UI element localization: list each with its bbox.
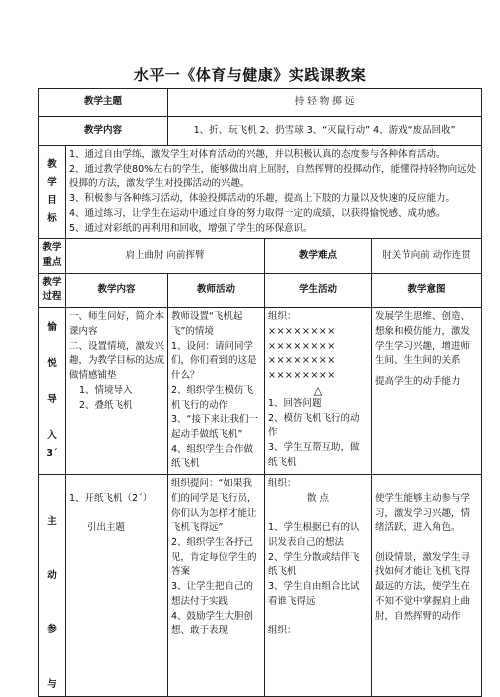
lesson-plan-table xyxy=(38,88,482,697)
goal-item: 5、通过对彩纸的再利用和回收，增强了学生的环保意识。 xyxy=(69,222,313,234)
goals-label: 教 学 目 标 xyxy=(39,146,66,239)
section1-student: 组织： ×××××××× ×××××××× ×××××××× ×××××××× △ 1、回答问题 2、模仿飞机飞行的动作 3、学生互帮互助，做纸飞机 xyxy=(265,308,372,475)
formation-row: ×××××××× xyxy=(268,355,336,367)
page-title: 水平一《体育与健康》实践课教案 xyxy=(133,66,367,84)
section1-row xyxy=(39,308,482,475)
process-header-row xyxy=(39,273,482,307)
header-intent: 教学意图 xyxy=(372,273,482,307)
key-point-value: 肩上曲肘 向前挥臂 xyxy=(66,239,265,273)
section2-intent: 使学生能够主动参与学习，激发学习兴趣，情绪活跃，进入角色。 创设情景，激发学生寻找如何才能让飞机飞得最远的方法，使学生在不知不觉中掌握肩上曲肘，自然挥臂的动作 xyxy=(372,475,482,697)
header-student: 学生活动 xyxy=(265,273,372,307)
section2-label: 主 动 参 与 xyxy=(39,475,66,697)
goal-item: 3、积极参与各种练习活动，体验投掷活动的乐趣，提高上下肢的力量以及快速的反应能力。 xyxy=(69,193,456,205)
goal-item: 1、通过自由学练，激发学生对体育活动的兴趣，并以积极认真的态度参与各种体育活动。 xyxy=(69,149,446,160)
section1-content: 一、师生问好，简介本课内容 二、设置情境，激发兴趣，为教学目标的达成做情感铺垫 1、情境导入 2、叠纸飞机 xyxy=(66,308,168,475)
formation-row: ×××××××× xyxy=(268,370,336,382)
key-row xyxy=(39,239,482,273)
section1-intent: 发展学生思维、创造、想象和模仿能力，激发学生学习兴趣，增进师生间、生生间的关系 提高学生的动手能力 xyxy=(372,308,482,475)
goal-item: 2、通过教学使80%左右的学生，能够做出肩上屈肘，自然挥臂的投掷动作，能懂得持轻物向远处投掷的方法，激发学生对投掷活动的兴趣。 xyxy=(69,163,477,190)
key-point-label: 教学重点 xyxy=(39,239,66,273)
section1-teacher: 教师设置“飞机起飞”的情境 1、设问：请问同学们，你们看到的这是什么？ 2、组织学生模仿飞机飞行的动作 3、“接下来让我们一起动手做纸飞机” 4、组织学生合作做纸飞机 xyxy=(168,308,265,475)
difficulty-value: 肘关节向前 动作连贯 xyxy=(372,239,482,273)
header-teacher: 教师活动 xyxy=(168,273,265,307)
section2-row xyxy=(39,475,482,697)
section2-content: 1、开纸飞机（2´） 引出主题 xyxy=(66,475,168,697)
section2-teacher: 组织提问：“如果我们的同学是飞行员，你们认为怎样才能让飞机飞得远” 2、组织学生各抒己见，肯定每位学生的答案 3、让学生把自己的想法付于实践 4、鼓励学生大胆创想、敢于表现 xyxy=(168,475,265,697)
formation-row: ×××××××× xyxy=(268,325,336,337)
theme-value: 持 轻 物 掷 远 xyxy=(168,89,482,117)
goal-item: 4、通过练习，让学生在运动中通过自身的努力取得一定的成绩，以获得愉悦感、成功感。 xyxy=(69,207,446,219)
section2-student: 组织： 散 点 1、学生根据已有的认识发表自己的想法 2、学生分散或结伴飞纸飞机 3、学生自由组合比试看谁飞得远 组织： xyxy=(265,475,372,697)
theme-label: 教学主题 xyxy=(39,89,168,117)
header-content: 教学内容 xyxy=(66,273,168,307)
content-value: 1、折、玩飞机 2、扔雪球 3、“灭鼠行动” 4、游戏“废品回收” xyxy=(168,117,482,146)
content-label: 教学内容 xyxy=(39,117,168,146)
goals-list xyxy=(66,146,482,239)
formation-row: ×××××××× xyxy=(268,340,336,352)
goals-row xyxy=(39,146,482,239)
content-row xyxy=(39,117,482,146)
difficulty-label: 教学难点 xyxy=(265,239,372,273)
theme-row xyxy=(39,89,482,117)
process-label: 教学过程 xyxy=(39,273,66,307)
section1-label: 愉 悦 导 入 3´ xyxy=(39,308,66,475)
teacher-triangle-icon: △ xyxy=(313,383,323,397)
